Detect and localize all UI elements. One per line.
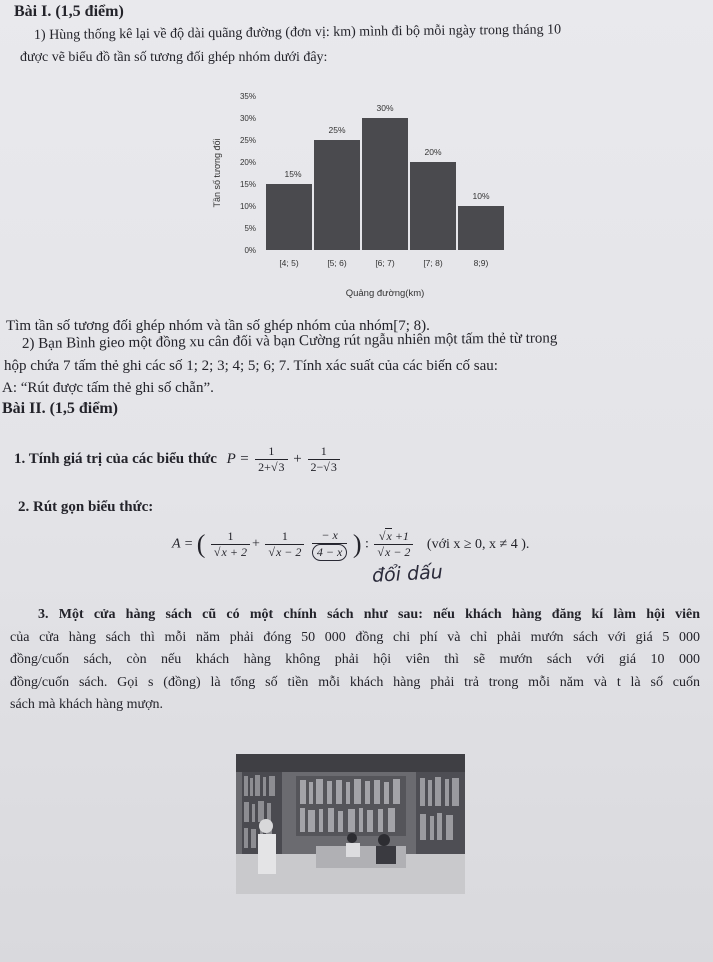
- q3-line-5: sách mà khách hàng mượn.: [10, 697, 164, 712]
- fraction-a3-numerator: − x: [312, 528, 347, 544]
- fraction-p2-numerator: 1: [308, 444, 340, 460]
- p2-denominator-base: 2−: [310, 460, 324, 474]
- fraction-p2: [308, 444, 340, 475]
- fraction-a2: [265, 529, 304, 560]
- fraction-a4-numerator: √x +1: [374, 529, 413, 545]
- fraction-a4-denominator: √x − 2: [377, 545, 411, 559]
- y-tick-label: 30%: [239, 114, 256, 123]
- section-heading-bai2: Bài II. (1,5 điểm): [2, 400, 118, 417]
- a2-denominator-tail: − 2: [281, 545, 302, 559]
- q1-text-line2: được vẽ biểu đồ tần số tương đối ghép nhóm dưới đây:: [20, 50, 328, 65]
- plus-sign: +: [293, 450, 302, 467]
- fraction-p2-denominator: 2−√3: [310, 460, 337, 474]
- fraction-a1-numerator: 1: [211, 529, 250, 545]
- q2-text-line1: 2) Bạn Bình gieo một đồng xu cân đối và bạn Cường rút ngẫu nhiên một tấm thẻ từ trong: [21, 330, 558, 352]
- bar-data-label: 10%: [472, 191, 490, 201]
- a4-den-sqrt: x: [384, 545, 391, 559]
- fraction-a2-numerator: 1: [265, 529, 304, 545]
- bai2-q3-paragraph: [10, 604, 700, 717]
- section-heading-bai1: Bài I. (1,5 điểm): [14, 3, 124, 20]
- q3-line-2: của cửa hàng sách thì mỗi năm phải đóng 50 000 đồng chi phí và chỉ phải mướn sách với giá 5 000: [10, 629, 700, 645]
- a2-sqrt: x: [275, 545, 282, 559]
- histogram-bar: [410, 162, 456, 250]
- x-axis-title: Quảng đường(km): [345, 288, 425, 299]
- y-axis-label: [212, 139, 222, 208]
- fraction-p1-denominator: 2+√3: [258, 460, 285, 474]
- handwritten-note: đổi dấu: [371, 561, 444, 587]
- fraction-a2-denominator: √x − 2: [268, 545, 302, 559]
- bookstore-photo: [236, 754, 465, 894]
- x-tick-label: [6; 7): [375, 258, 395, 268]
- expr-p-label: P =: [226, 450, 250, 467]
- a4-numerator-tail: +1: [391, 529, 409, 543]
- y-tick-label: 20%: [239, 158, 256, 167]
- p1-sqrt: 3: [278, 460, 285, 474]
- fraction-p1-numerator: 1: [255, 444, 287, 460]
- y-axis-title: Tần số tương đối: [212, 138, 222, 208]
- bar-data-label: 25%: [328, 125, 346, 135]
- bai2-q1-text: 1. Tính giá trị của các biểu thức: [14, 450, 217, 467]
- q1-text-line1: 1) Hùng thống kê lại về độ dài quãng đường (đơn vị: km) mình đi bộ mỗi ngày trong tháng 10: [33, 22, 562, 43]
- histogram-bar: [362, 118, 408, 250]
- fraction-p1: [255, 444, 287, 475]
- a1-sqrt: x: [221, 545, 227, 559]
- x-tick-label: 8;9): [473, 258, 489, 268]
- p1-denominator-base: 2+: [258, 460, 271, 474]
- relative-frequency-histogram: [200, 88, 520, 303]
- q2-event-a: A: “Rút được tấm thẻ ghi số chẵn”.: [2, 380, 214, 396]
- x-tick-label: [5; 6): [327, 258, 347, 268]
- a4-denominator-tail: − 2: [390, 545, 411, 559]
- histogram-bar: [266, 184, 312, 250]
- a4-num-sqrt: x: [386, 529, 392, 543]
- expr-a-label: A =: [172, 536, 194, 552]
- p2-sqrt: 3: [330, 460, 337, 474]
- q1-question: Tìm tần số tương đối ghép nhóm và tần số ghép nhóm của nhóm[7; 8).: [6, 318, 430, 334]
- q3-line-3: đồng/cuốn sách, còn nếu khách hàng không phải hội viên thì sẽ mướn sách với giá 10 000: [10, 652, 700, 667]
- y-tick-label: 35%: [239, 92, 256, 101]
- y-tick-label: 25%: [239, 136, 256, 145]
- y-tick-label: 0%: [244, 246, 256, 255]
- bai2-q1: [14, 444, 342, 475]
- y-tick-label: 15%: [239, 180, 256, 189]
- bai2-q2-text: 2. Rút gọn biểu thức:: [18, 499, 154, 515]
- x-tick-label: [7; 8): [423, 258, 443, 268]
- histogram-bar: [458, 206, 504, 250]
- x-tick-label: [4; 5): [279, 258, 299, 268]
- condition-text: (với x ≥ 0, x ≠ 4 ).: [426, 536, 530, 552]
- fraction-a3-denominator-circled: 4 − x: [312, 544, 347, 561]
- q3-line-4: đồng/cuốn sách. Gọi s (đồng) là tổng số tiền mỗi khách hàng phải trả trong mỗi năm và t là số cuốn: [10, 674, 700, 690]
- fraction-a1: [211, 529, 250, 560]
- y-tick-label: 10%: [239, 202, 256, 211]
- bar-data-label: 30%: [376, 103, 394, 113]
- histogram-bar: [314, 140, 360, 250]
- expression-a: A = ( $\frac{1}{√x + 2}$ + $\frac{1}{√x - 2}$ $\frac{- x}{4 - x}$ ) : $\frac{√x +1}{√x - 2}$ (với x ≥ 0, x ≠ 4 ).: [172, 528, 530, 559]
- bar-data-label: 15%: [284, 169, 302, 179]
- q3-line-1-text: 3. Một cửa hàng sách cũ có một chính sách như sau: nếu khách hàng đăng kí làm hội viên: [38, 607, 700, 622]
- divide-sign: :: [365, 536, 369, 552]
- fraction-a3: [312, 528, 347, 561]
- q3-line-1: [10, 604, 700, 627]
- y-tick-label: 5%: [244, 224, 256, 233]
- fraction-a4: [374, 529, 413, 560]
- fraction-a1-denominator: √x + 2: [213, 545, 247, 559]
- a1-denominator-tail: + 2: [226, 545, 247, 559]
- bar-data-label: 20%: [424, 147, 442, 157]
- q2-text-line2: hộp chứa 7 tấm thẻ ghi các số 1; 2; 3; 4; 5; 6; 7. Tính xác suất của các biến cố sau:: [4, 358, 498, 374]
